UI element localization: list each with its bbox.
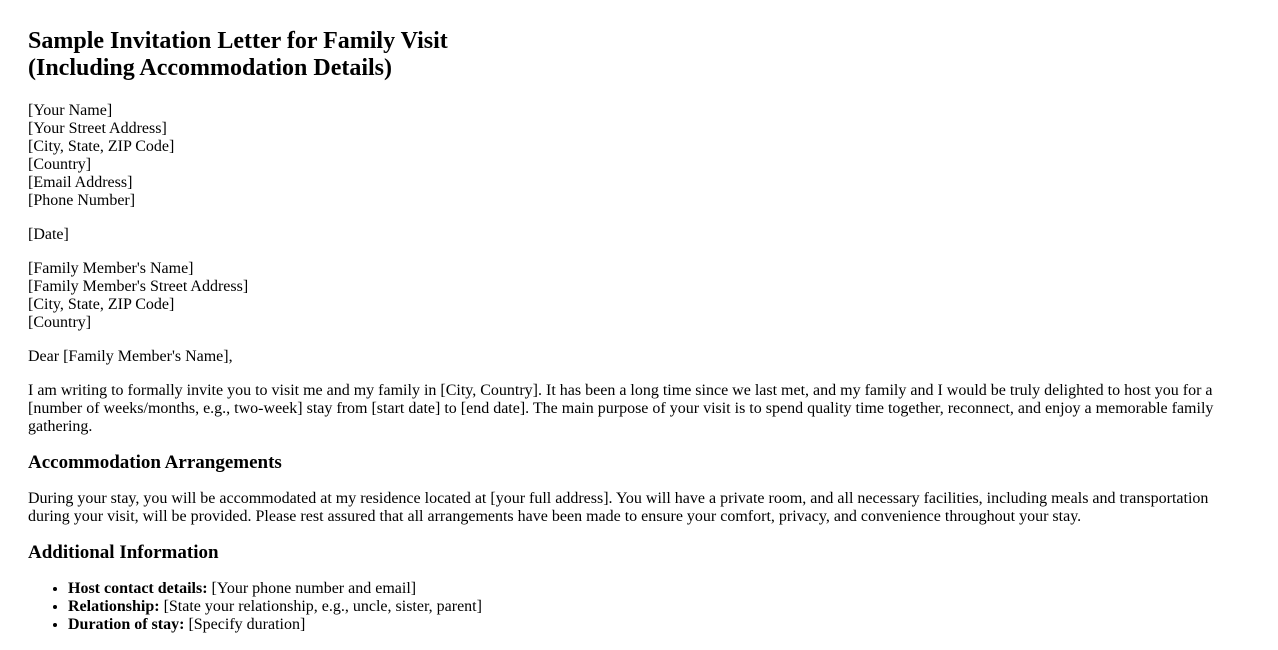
sender-address xyxy=(28,102,1250,210)
list-item-duration xyxy=(68,616,1250,634)
recipient-name: [Family Member's Name] xyxy=(28,260,194,277)
list-item-label: Relationship: xyxy=(68,598,160,615)
sender-country: [Country] xyxy=(28,156,92,173)
sender-city: [City, State, ZIP Code] xyxy=(28,138,175,155)
list-item-relationship xyxy=(68,598,1250,616)
recipient-city: [City, State, ZIP Code] xyxy=(28,296,175,313)
date-text: [Date] xyxy=(28,226,69,243)
list-item-value: [State your relationship, e.g., uncle, sister, parent] xyxy=(163,598,482,615)
list-item-value: [Specify duration] xyxy=(188,616,306,633)
accommodation-heading: Accommodation Arrangements xyxy=(28,452,282,473)
list-item-value: [Your phone number and email] xyxy=(211,580,417,597)
title-line-1: Sample Invitation Letter for Family Visit xyxy=(28,28,448,54)
list-item-host-contact xyxy=(68,580,1250,598)
sender-street: [Your Street Address] xyxy=(28,120,167,137)
recipient-street: [Family Member's Street Address] xyxy=(28,278,249,295)
sender-phone: [Phone Number] xyxy=(28,192,136,209)
additional-info-list xyxy=(28,580,1250,634)
list-item-label: Host contact details: xyxy=(68,580,208,597)
recipient-country: [Country] xyxy=(28,314,92,331)
sender-name: [Your Name] xyxy=(28,102,113,119)
accommodation-paragraph: During your stay, you will be accommodated at my residence located at [your full address]. You will have a private room, and all necessary facilities, including meals and transportation during your visit, will be provided. Please rest assured that all arrangements have been made to ensure your comfort, privacy, and convenience throughout your stay. xyxy=(28,490,1209,525)
intro-paragraph: I am writing to formally invite you to visit me and my family in [City, Country]. It has been a long time since we last met, and my family and I would be truly delighted to host you for a [number of weeks/months, e.g., two-week] stay from [start date] to [end date]. The main purpose of your visit is to spend quality time together, reconnect, and enjoy a memorable family gathering. xyxy=(28,382,1214,435)
sender-email: [Email Address] xyxy=(28,174,133,191)
recipient-address xyxy=(28,260,1250,332)
title-line-2: (Including Accommodation Details) xyxy=(28,55,393,81)
list-item-label: Duration of stay: xyxy=(68,616,185,633)
additional-info-heading: Additional Information xyxy=(28,542,219,563)
salutation: Dear [Family Member's Name], xyxy=(28,348,233,365)
page-title xyxy=(28,28,1250,82)
letter-date xyxy=(28,226,1250,244)
